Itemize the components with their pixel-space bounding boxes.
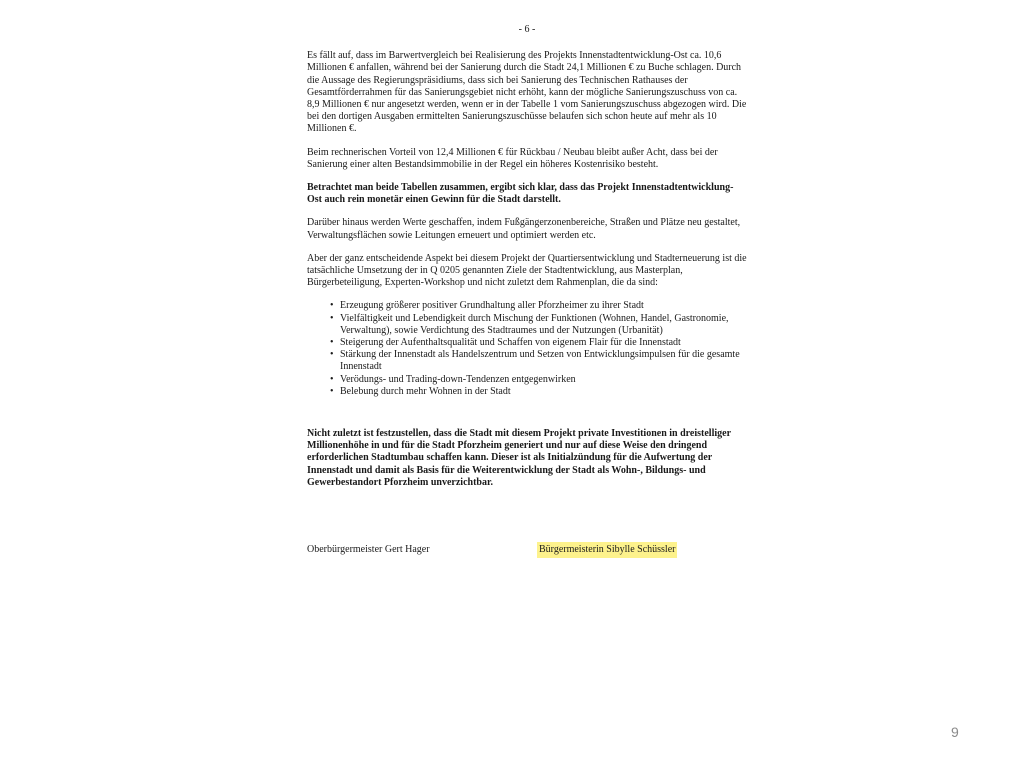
paragraph-conclusion-bold: Betrachtet man beide Tabellen zusammen, ergibt sich klar, dass das Projekt Innenstadtentwicklung-Ost auch rein monetär einen Gewinn für die Stadt darstellt. [307, 182, 734, 206]
bullet-icon: • [330, 373, 334, 385]
list-item-text: Vielfältigkeit und Lebendigkeit durch Mischung der Funktionen (Wohnen, Handel, Gastronomie, Verwaltung), sowie Verdichtung des Stadtraumes und der Nutzungen (Urbanität) [340, 312, 729, 336]
list-item [330, 312, 747, 337]
list-item [330, 373, 747, 386]
list-item [330, 337, 747, 349]
document-page [307, 24, 747, 558]
list-item [330, 300, 747, 312]
signature-buergermeisterin-highlighted: Bürgermeisterin Sibylle Schüssler [537, 542, 677, 558]
bullet-icon: • [330, 337, 334, 349]
signature-oberbuergermeister: Oberbürgermeister Gert Hager [307, 544, 430, 556]
paragraph-rueckbau: Beim rechnerischen Vorteil von 12,4 Millionen € für Rückbau / Neubau bleibt außer Acht, dass bei der Sanierung einer alten Bestandsimmobilie in der Regel ein höheres Kostenrisiko besteht. [307, 146, 718, 170]
list-item-text: Stärkung der Innenstadt als Handelszentrum und Setzen von Entwicklungsimpulsen für die gesamte Innenstadt [340, 349, 740, 373]
bullet-icon: • [330, 349, 334, 361]
bullet-icon: • [330, 385, 334, 397]
closing-statement: Nicht zuletzt ist festzustellen, dass die Stadt mit diesem Projekt private Investitionen in dreistelliger Millionenhöhe in und für die Stadt Pforzheim generiert und nur auf diese Weise den dringend erforderlichen Stadtumbau schaffen kann. Dieser ist als Initialzündung für die Aufwertung der Innenstadt und damit als Basis für die Weiterentwicklung der Stadt als Wohn-, Bildungs- und Gewerbestandort Pforzheim unverzichtbar. [307, 428, 731, 488]
paragraph-werte: Darüber hinaus werden Werte geschaffen, indem Fußgängerzonenbereiche, Straßen und Plätze neu gestaltet, Verwaltungsflächen sowie Leitungen erneuert und optimiert werden etc. [307, 217, 741, 241]
list-item-text: Verödungs- und Trading-down-Tendenzen entgegenwirken [340, 373, 576, 385]
paragraph-barwert: Es fällt auf, dass im Barwertvergleich bei Realisierung des Projekts Innenstadtentwicklung-Ost ca. 10,6 Millionen € anfallen, während bei der Sanierung durch die Stadt 24,1 Millionen € zu Buche schlagen. Durch die Aussage des Regierungspräsidiums, dass sich bei Sanierung des Technischen Rathauses der Gesamtförderrahmen für das Sanierungsgebiet nicht erhöht, kann der mögliche Sanierungszuschuss von ca. 8,9 Millionen € nur angesetzt werden, wenn er in der Tabelle 1 vom Sanierungszuschuss abgezogen wird. Die bei den dortigen Ausgaben ermittelten Sanierungszuschüsse belaufen sich schon heute auf mehr als 10 Millionen €. [307, 50, 747, 135]
slide-number: 9 [951, 724, 959, 740]
bullet-icon: • [330, 300, 334, 312]
signature-block [307, 542, 747, 558]
paragraph-aspekt: Aber der ganz entscheidende Aspekt bei diesem Projekt der Quartiersentwicklung und Stadterneuerung ist die tatsächliche Umsetzung der in Q 0205 genannten Ziele der Stadtentwicklung, aus Masterplan, Bürgerbeteiligung, Experten-Workshop und nicht zuletzt dem Rahmenplan, die da sind: [307, 252, 747, 289]
list-item-text: Erzeugung größerer positiver Grundhaltung aller Pforzheimer zu ihrer Stadt [340, 300, 644, 312]
bullet-icon: • [330, 312, 334, 324]
list-item-text: Steigerung der Aufenthaltsqualität und Schaffen von eigenem Flair für die Innenstadt [340, 337, 681, 349]
page-label: - 6 - [518, 24, 536, 35]
list-item [330, 385, 747, 398]
goals-list [307, 300, 747, 398]
list-item [330, 349, 747, 373]
list-item-text: Belebung durch mehr Wohnen in der Stadt [340, 385, 511, 397]
